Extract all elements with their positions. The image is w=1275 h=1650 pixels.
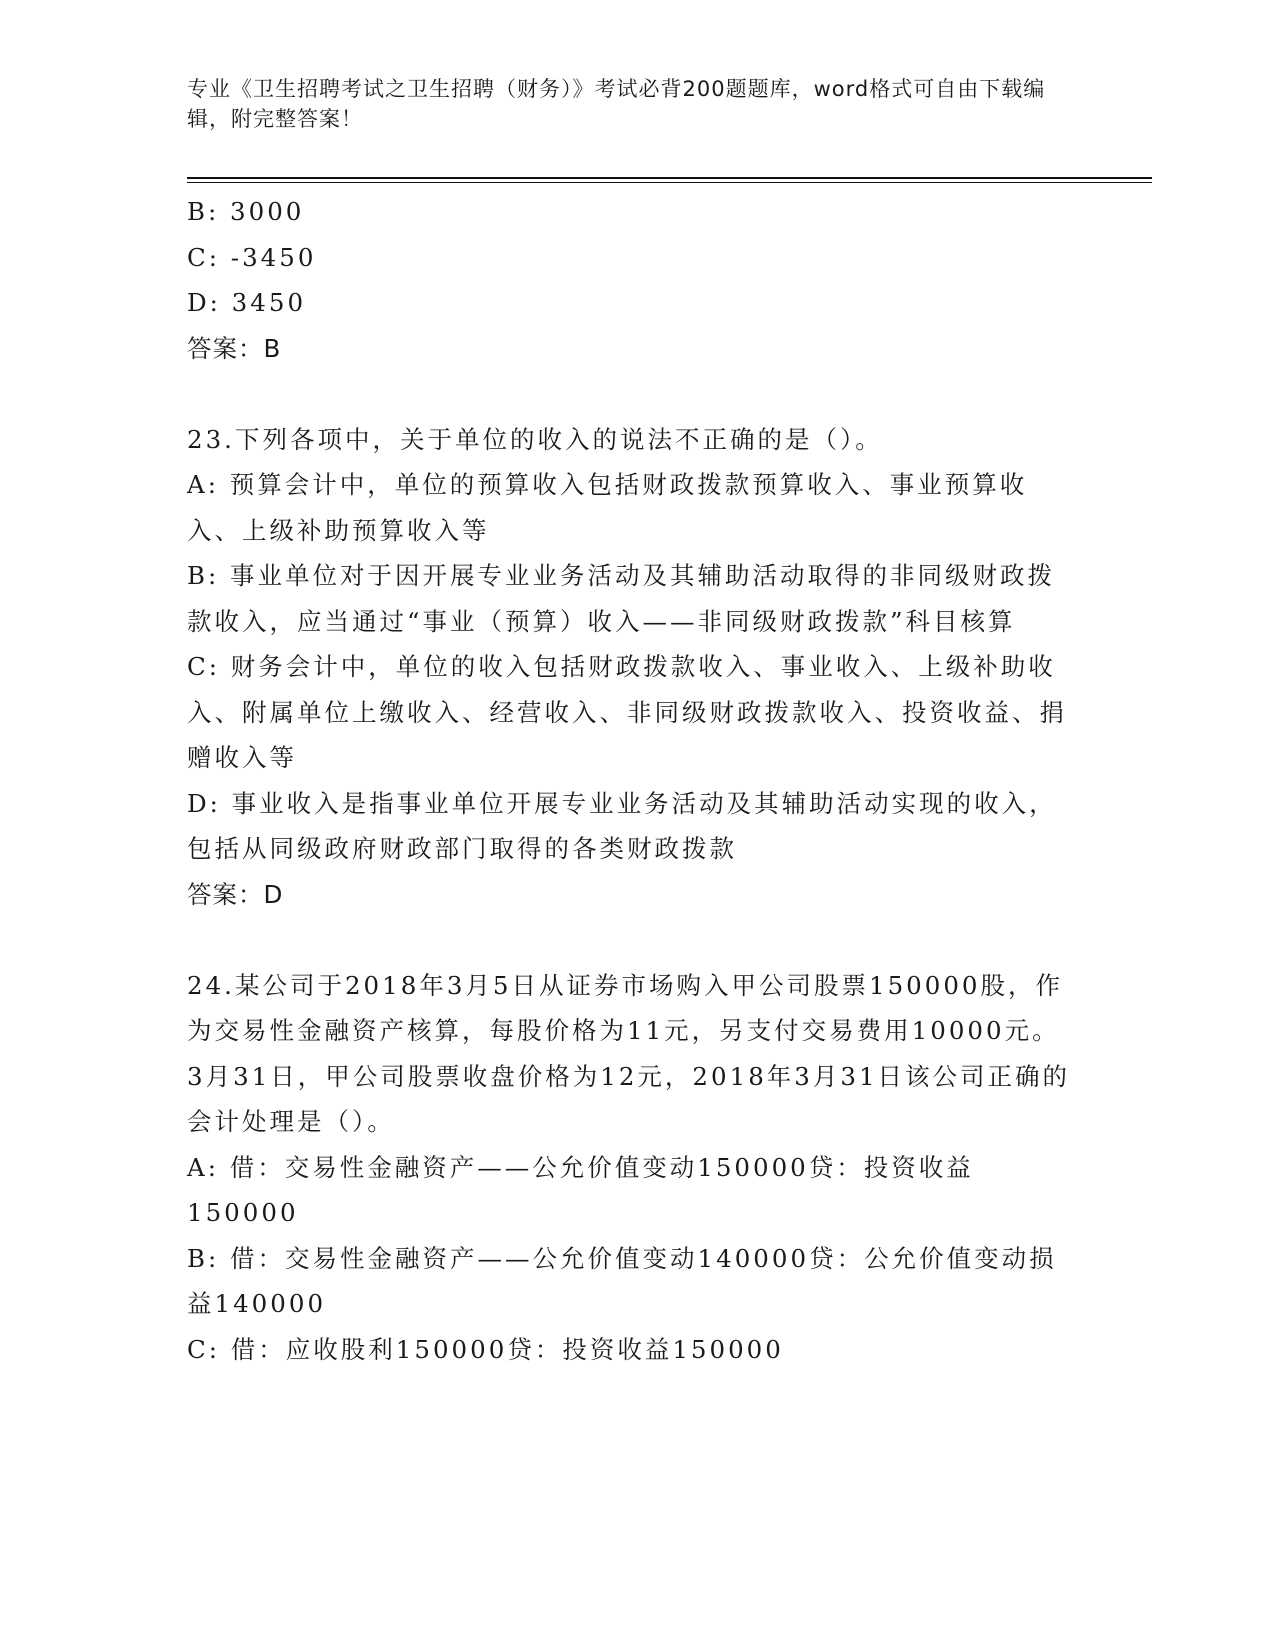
q22-option-b: B: 3000: [187, 197, 305, 226]
q24-option-a: A: 借：交易性金融资产——公允价值变动150000贷：投资收益150000: [187, 1152, 974, 1227]
spacer: [187, 371, 1077, 417]
header-rule-thick: [187, 177, 1152, 179]
q23-stem: 23.下列各项中，关于单位的收入的说法不正确的是（）。: [187, 424, 883, 454]
q23-option-c: C: 财务会计中，单位的收入包括财政拨款收入、事业收入、上级补助收入、附属单位上缴收入、经营收入、非同级财政拨款收入、投资收益、捐赠收入等: [187, 652, 1067, 772]
q23-answer: 答案：D: [187, 879, 284, 909]
q23-option-b: B: 事业单位对于因开展专业业务活动及其辅助活动取得的非同级财政拨款收入，应当通过“事业（预算）收入——非同级财政拨款”科目核算: [187, 561, 1056, 636]
q24-stem: 24.某公司于2018年3月5日从证券市场购入甲公司股票150000股，作为交易性金融资产核算，每股价格为11元，另支付交易费用10000元。3月31日，甲公司股票收盘价格为12元，2018年3月31日该公司正确的会计处理是（）。: [187, 970, 1071, 1136]
q23-option-d: D: 事业收入是指事业单位开展专业业务活动及其辅助活动实现的收入，包括从同级政府财政部门取得的各类财政拨款: [187, 788, 1057, 863]
question-content: [187, 189, 1077, 1372]
q22-option-c: C: -3450: [187, 242, 317, 272]
q24-option-c: C: 借：应收股利150000贷：投资收益150000: [187, 1334, 784, 1364]
header-rule-thin: [187, 182, 1152, 183]
document-header: 专业《卫生招聘考试之卫生招聘（财务）》考试必背200题题库，word格式可自由下载编辑，附完整答案！: [187, 77, 1046, 131]
q22-answer: 答案：B: [187, 333, 282, 363]
q24-option-b: B: 借：交易性金融资产——公允价值变动140000贷：公允价值变动损益140000: [187, 1243, 1057, 1318]
q22-option-d: D: 3450: [187, 288, 307, 317]
q23-option-a: A: 预算会计中，单位的预算收入包括财政拨款预算收入、事业预算收入、上级补助预算收入等: [187, 470, 1028, 545]
spacer: [187, 917, 1077, 963]
